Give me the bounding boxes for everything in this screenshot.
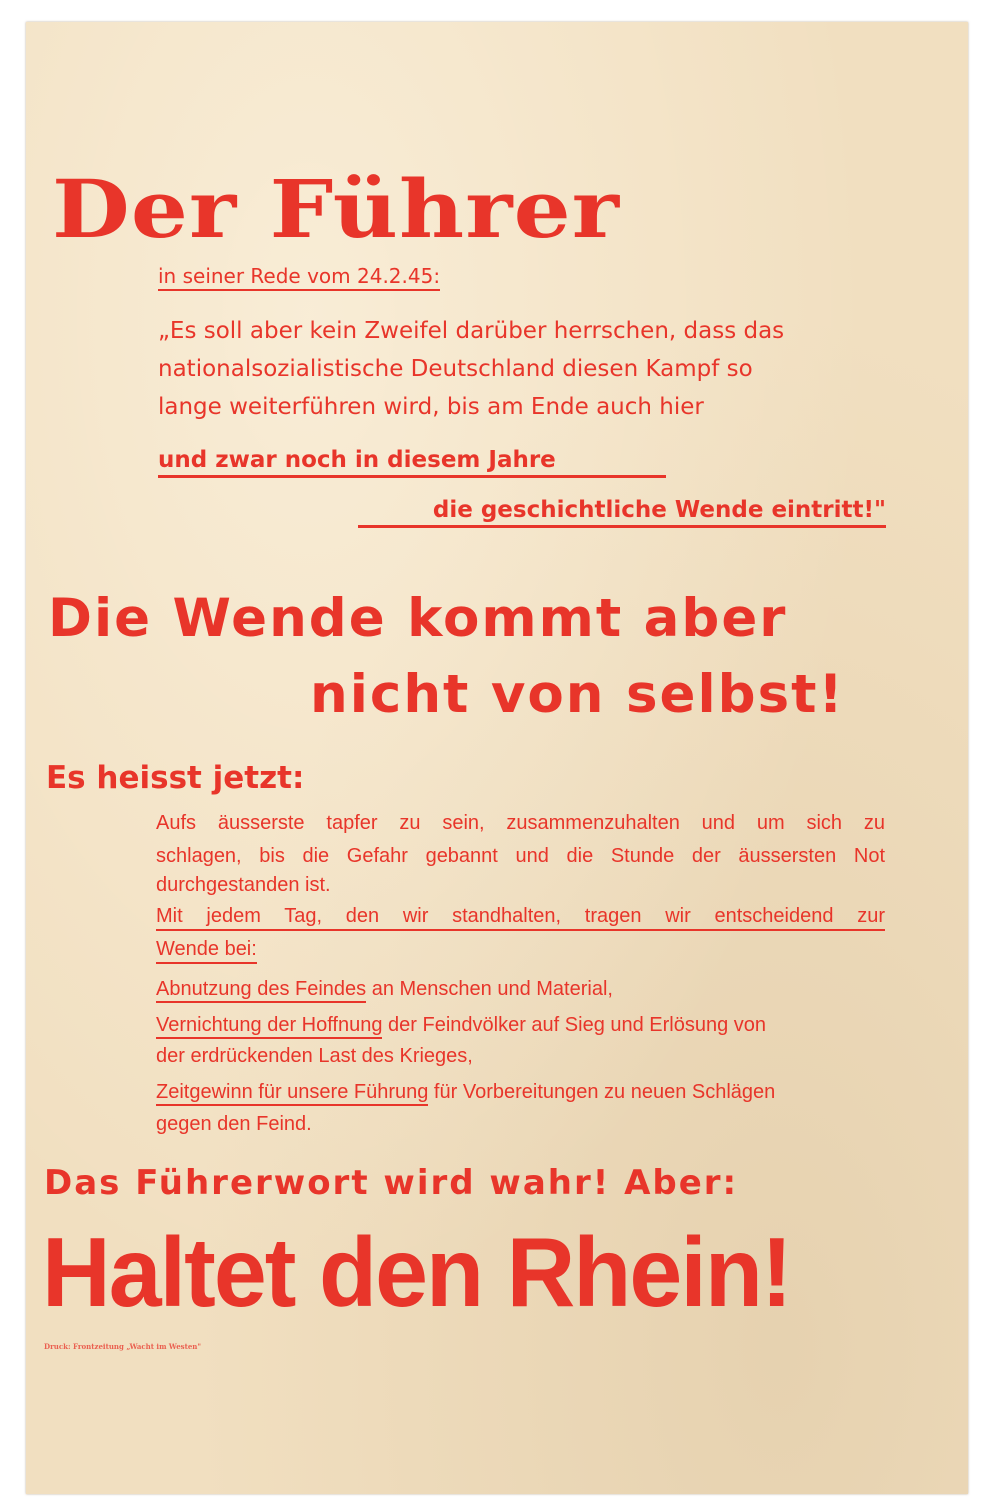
body-line-7-rest: der Feindvölker auf Sieg und Erlösung von (382, 1014, 767, 1036)
imprint: Druck: Frontzeitung „Wacht im Westen" (44, 1342, 202, 1351)
headline: Der Führer (52, 162, 621, 256)
turn-line-2: nicht von selbst! (310, 664, 845, 725)
body-line-6-rest: an Menschen und Material, (366, 978, 613, 1000)
body-line-5: Wende bei: (156, 938, 257, 964)
slogan: Haltet den Rhein! (42, 1217, 791, 1327)
body-line-3: durchgestanden ist. (156, 874, 331, 896)
quote-emphasis-2: die geschichtliche Wende eintritt!" (358, 497, 886, 528)
quote-line-1: „Es soll aber kein Zweifel darüber herrschen, dass das (158, 318, 785, 344)
body-line-6-emphasis: Abnutzung des Feindes (156, 978, 366, 1003)
quote-emphasis-1: und zwar noch in diesem Jahre (158, 447, 666, 478)
body-line-7 (156, 1014, 766, 1037)
now-heading: Es heisst jetzt: (46, 760, 305, 796)
body-line-10: gegen den Feind. (156, 1113, 312, 1135)
body-line-9-emphasis: Zeitgewinn für unsere Führung (156, 1081, 428, 1106)
quote-line-2: nationalsozialistische Deutschland diesen Kampf so (158, 356, 753, 382)
speech-reference: in seiner Rede vom 24.2.45: (158, 264, 440, 291)
body-line-4: Mit jedem Tag, den wir standhalten, tragen wir entscheidend zur (156, 905, 885, 931)
body-line-6 (156, 978, 613, 1001)
turn-line-1: Die Wende kommt aber (48, 588, 788, 649)
body-line-2: schlagen, bis die Gefahr gebannt und die Stunde der äussersten Not (156, 845, 885, 867)
body-line-8: der erdrückenden Last des Krieges, (156, 1045, 473, 1067)
body-line-7-emphasis: Vernichtung der Hoffnung (156, 1014, 382, 1039)
body-line-9-rest: für Vorbereitungen zu neuen Schlägen (428, 1081, 776, 1103)
closing-line: Das Führerwort wird wahr! Aber: (44, 1163, 739, 1203)
body-line-9 (156, 1081, 775, 1104)
body-line-1: Aufs äusserste tapfer zu sein, zusammenzuhalten und um sich zu (156, 812, 885, 834)
quote-line-3: lange weiterführen wird, bis am Ende auch hier (158, 394, 704, 420)
